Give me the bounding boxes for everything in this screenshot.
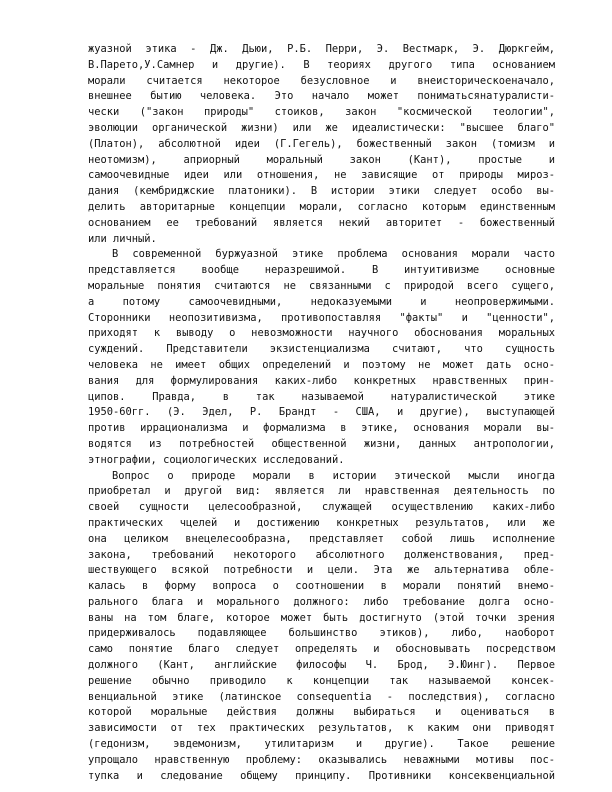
text-line: Сторонники неопозитивизма, противопоставляя "факты" и "ценности", <box>88 311 555 324</box>
text-line: самоочевидные идеи или отношения, не зависящие от природы мироз- <box>88 169 555 182</box>
text-line: ципов. Правда, в так называемой натуралистической этике <box>88 390 555 403</box>
text-line: которой моральные действия должны выбираться и оцениваться в <box>88 706 555 719</box>
text-line: внешнее бытию человека. Это начало может пониматьсянатуралисти- <box>88 90 555 103</box>
text-line: или личный. <box>88 232 157 245</box>
text-line: моральные понятия считаются не связанными с природой всего сущего, <box>88 279 555 292</box>
text-line: В.Парето,У.Самнер и другие). В теориях другого типа основанием <box>88 58 555 71</box>
text-line: представляется вообще неразрешимой. В интуитивизме основные <box>88 264 555 277</box>
text-line: приходят к выводу о невозможности научного обоснования моральных <box>88 327 555 340</box>
text-line: жуазной этика - Дж. Дьюи, Р.Б. Перри, Э. Вестмарк, Э. Дюркгейм, <box>88 43 555 55</box>
text-line: рального блага и морального должного: либо требование долга осно- <box>88 595 555 608</box>
text-line: практических чцелей и достижению конкретных результатов, или же <box>88 516 555 529</box>
text-line: закона, требований некоторого абсолютного долженствования, пред- <box>88 548 555 561</box>
text-line: венциальной этике (латинское consequentia - последствия), согласно <box>88 690 555 703</box>
text-line: В современной буржуазной этике проблема основания морали часто <box>112 248 555 261</box>
text-line: (гедонизм, эвдемонизм, утилитаризм и другие). Такое решение <box>88 738 555 751</box>
text-line: этнографии, социологических исследований. <box>88 453 345 466</box>
text-line: тупка и следование общему принципу. Противники консеквенциальной <box>88 769 555 782</box>
text-line: решение обычно приводило к концепции так называемой консек- <box>88 674 555 687</box>
text-line: приобретал и другой вид: является ли нравственная деятельность по <box>88 485 555 498</box>
text-line: своей сущности целесообразной, служащей осуществлению каких-либо <box>88 501 555 514</box>
text-line: она целиком внецелесообразна, представляет собой лишь исполнение <box>88 532 555 545</box>
text-line: придерживалось подавляющее большинство этиков), либо, наоборот <box>88 627 555 640</box>
text-line: должного (Кант, английские философы Ч. Брод, Э.Юинг). Первое <box>88 659 555 672</box>
text-line: основанием ее требований является некий авторитет - божественный <box>88 216 555 229</box>
text-line: против иррационализма и формализма в этике, основания морали вы- <box>88 422 555 435</box>
text-line: водятся из потребностей общественной жизни, данных антропологии, <box>88 437 555 450</box>
text-line: суждений. Представители экзистенциализма считают, что сущность <box>88 343 555 356</box>
text-line: шествующего всякой потребности и цели. Эта же альтернатива обле- <box>88 564 555 577</box>
text-line: (Платон), абсолютной идеи (Г.Гегель), божественный закон (томизм и <box>88 137 555 150</box>
body-text <box>88 42 555 784</box>
text-line: неотомизм), априорный моральный закон (Кант), простые и <box>88 153 555 166</box>
text-line: зависимости от тех практических результатов, к каким они приводят <box>88 722 555 735</box>
text-line: упрощало нравственную проблему: оказывались неважными мотивы пос- <box>88 753 555 766</box>
text-line: само понятие благо следует определять и обосновывать посредством <box>88 643 555 656</box>
text-line: калась в форму вопроса о соотношении в морали понятий внемо- <box>88 580 555 593</box>
text-line: дания (кембриджские платоники). В истории этики следует особо вы- <box>88 185 555 198</box>
text-line: человека не имеет общих определений и поэтому не может дать осно- <box>88 358 555 371</box>
text-line: а потому самоочевидными, недоказуемыми и неопровержимыми. <box>88 295 555 308</box>
text-line: делить авторитарные концепции морали, согласно которым единственным <box>88 200 555 213</box>
text-line: эволюции органической жизни) или же идеалистически: "высшее благо" <box>88 121 555 134</box>
text-line: вания для формулирования каких-либо конкретных нравственных прин- <box>88 374 555 387</box>
text-line: чески ("закон природы" стоиков, закон "космической теологии", <box>88 106 555 119</box>
text-line: Вопрос о природе морали в истории этической мысли иногда <box>112 469 555 482</box>
text-line: ваны на том благе, которое может быть достигнуто (этой точки зрения <box>88 611 555 624</box>
text-line: 1950-60гг. (Э. Эдел, Р. Брандт - США, и другие), выступающей <box>88 406 555 419</box>
text-line: морали считается некоторое безусловное и внеисторическоеначало, <box>88 74 555 87</box>
